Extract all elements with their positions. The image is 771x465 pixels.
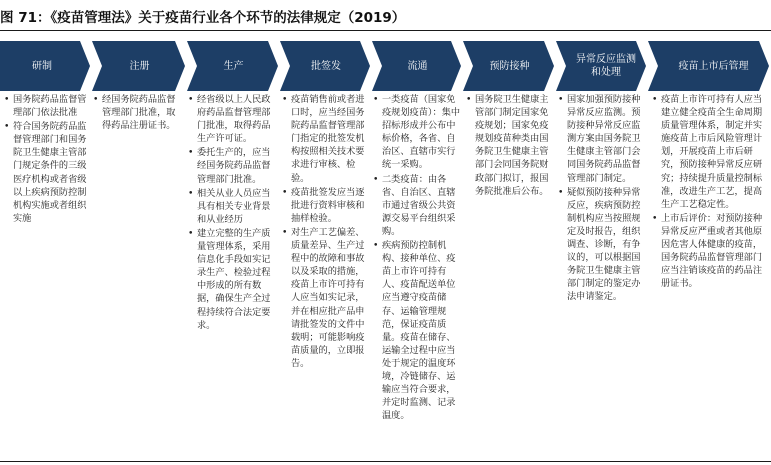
provision-list [93, 93, 183, 132]
provision-item: • 国务院药品监督管理部门依法批准 [4, 93, 88, 119]
provision-item: • 疫苗销售前或者进口时，应当经国务院药品监督管理部门指定的批签发机构按照相关技术要求进行审核、检验。 [282, 93, 368, 185]
process-chevron-row [0, 41, 771, 91]
stage-label-4: 批签发 [311, 60, 341, 72]
stage-column-6 [466, 93, 553, 199]
stage-label-3: 生产 [223, 60, 244, 72]
stage-column-1 [4, 93, 88, 226]
stage-label-2: 注册 [129, 60, 150, 72]
provision-item: • 二类疫苗：由各省、自治区、直辖市通过省级公共资源交易平台组织采购。 [373, 173, 461, 238]
provision-list [4, 93, 88, 225]
title-rule [0, 30, 771, 31]
provision-item: • 相关从业人员应当具有相关专业背景和从业经历 [188, 187, 276, 226]
provision-list [466, 93, 553, 198]
stage-column-7 [558, 93, 646, 305]
provision-item: • 对生产工艺偏差、质量差异、生产过程中的故障和事故以及采取的措施，疫苗上市许可持有人应当如实记录，并在相应批产品申请批签发的文件中载明；可能影响疫苗质量的，立即报告。 [282, 226, 368, 370]
provision-item: • 经省级以上人民政府药品监督管理部门批准，取得药品生产许可证。 [188, 93, 276, 145]
bottom-rule [0, 461, 771, 462]
stage-column-4 [282, 93, 368, 371]
provision-list [652, 93, 764, 290]
provision-item: • 疾病预防控制机构、接种单位、疫苗上市许可持有人、疫苗配送单位应当遵守疫苗储存、运输管理规范，保证疫苗质量。疫苗在储存、运输全过程中应当处于规定的温度环境，冷链储存、运输应当符合要求，并定时监测、记录温度。 [373, 239, 461, 422]
provision-item: • 建立完整的生产质量管理体系，采用信息化手段如实记录生产、检验过程中形成的所有数据，确保生产全过程持续符合法定要求。 [188, 227, 276, 332]
stage-detail-columns [0, 93, 771, 459]
stage-column-2 [93, 93, 183, 133]
provision-list [188, 93, 276, 332]
stage-label-6: 预防接种 [489, 60, 530, 72]
stage-column-8 [652, 93, 764, 291]
provision-list [373, 93, 461, 422]
provision-list [558, 93, 646, 304]
stage-column-3 [188, 93, 276, 333]
provision-item: • 一类疫苗（国家免疫规划疫苗）：集中招标形成并公布中标价格，各省、自治区、直辖市实行统一采购。 [373, 93, 461, 172]
provision-item: • 上市后评价：对预防接种异常反应严重或者其他原因危害人体健康的疫苗，国务院药品监督管理部门应当注销该疫苗的药品注册证书。 [652, 212, 764, 291]
provision-item: • 经国务院药品监督管理部门批准，取得药品注册证书。 [93, 93, 183, 132]
stage-label-5: 流通 [407, 60, 428, 72]
provision-item: • 疫苗批签发应当逐批进行资料审核和抽样检验。 [282, 186, 368, 225]
figure-title: 图 71：《疫苗管理法》关于疫苗行业各个环节的法律规定（2019） [0, 10, 406, 26]
stage-label-7: 异常反应监测和处理 [576, 54, 636, 78]
provision-list [282, 93, 368, 370]
provision-item: • 委托生产的，应当经国务院药品监督管理部门批准。 [188, 146, 276, 185]
provision-item: • 国务院卫生健康主管部门制定国家免疫规划；国家免疫规划疫苗种类由国务院卫生健康主管部门会同国务院财政部门拟订，报国务院批准后公布。 [466, 93, 553, 198]
stage-label-8: 疫苗上市后管理 [678, 60, 749, 72]
stage-label-1: 研制 [32, 60, 52, 72]
provision-item: • 疑似预防接种异常反应，疾病预防控制机构应当按照规定及时报告，组织调查、诊断，有争议的，可以根据国务院卫生健康主管部门制定的鉴定办法申请鉴定。 [558, 186, 646, 304]
provision-item: • 符合国务院药品监督管理部门和国务院卫生健康主管部门规定条件的三级医疗机构或者省级以上疾病预防控制机构实施或者组织实施 [4, 120, 88, 225]
provision-item: • 疫苗上市许可持有人应当建立健全疫苗全生命周期质量管理体系，制定并实施疫苗上市后风险管理计划，开展疫苗上市后研究，预防接种异常反应研究；持续提升质量控制标准，改进生产工艺，提高生产工艺稳定性。 [652, 93, 764, 211]
stage-column-5 [373, 93, 461, 423]
provision-item: • 国家加强预防接种异常反应监测。预防接种异常反应监测方案由国务院卫生健康主管部门会同国务院药品监督管理部门制定。 [558, 93, 646, 185]
